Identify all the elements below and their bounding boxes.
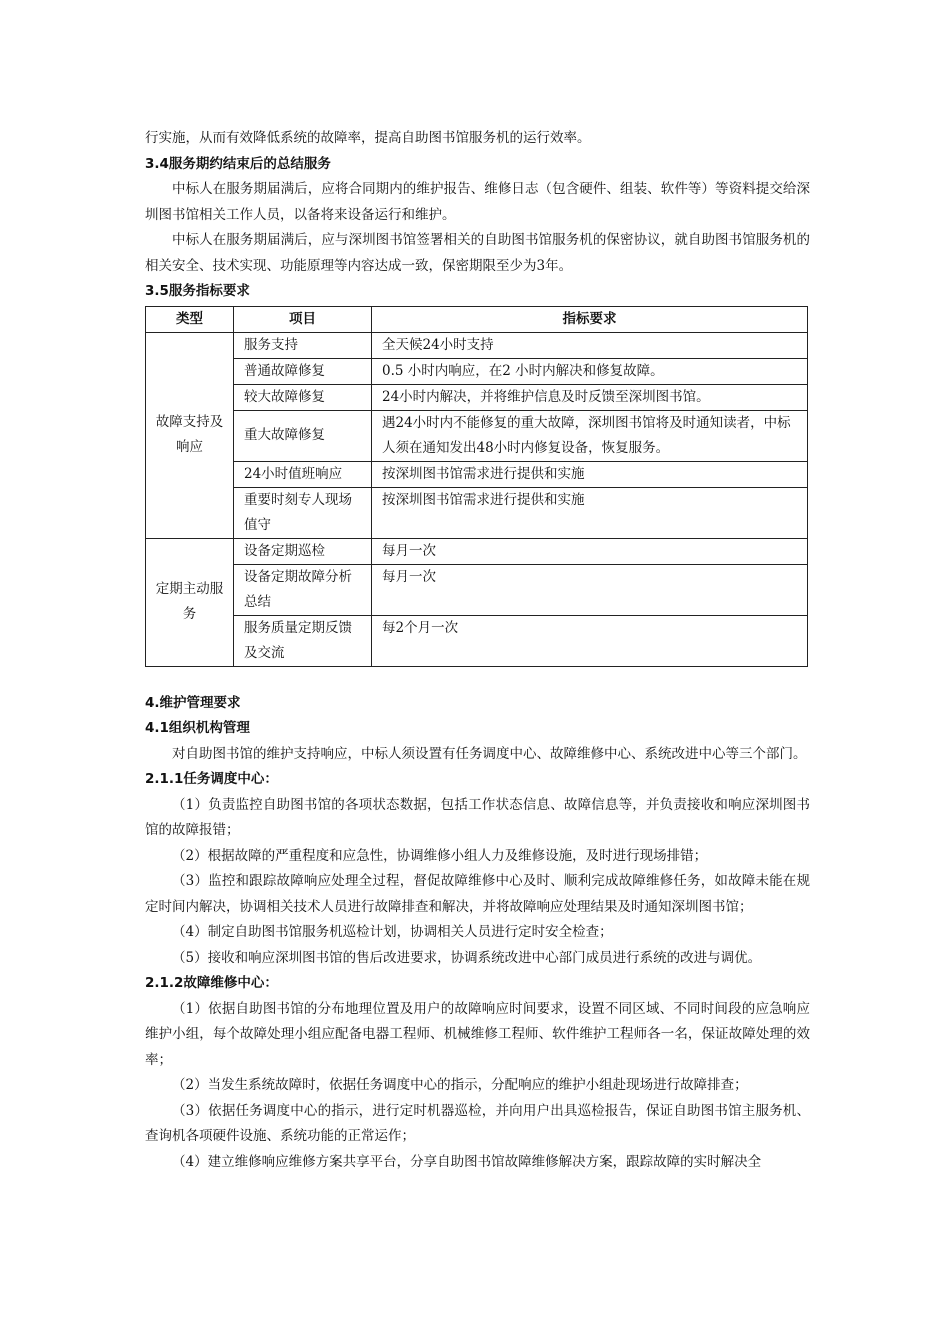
item-cell: 重要时刻专人现场值守	[234, 487, 372, 538]
list-item: （3）依据任务调度中心的指示，进行定时机器巡检，并向用户出具巡检报告，保证自助图书馆主服务机、查询机各项硬件设施、系统功能的正常运作；	[145, 1102, 810, 1144]
item-cell: 较大故障修复	[234, 384, 372, 410]
service-indicator-table	[145, 306, 808, 667]
document-body	[145, 126, 810, 1175]
header-requirement: 指标要求	[372, 306, 808, 332]
item-cell: 服务支持	[234, 332, 372, 358]
item-cell: 普通故障修复	[234, 358, 372, 384]
item-cell: 设备定期巡检	[234, 538, 372, 564]
requirement-cell: 按深圳图书馆需求进行提供和实施	[372, 487, 808, 538]
table-row	[146, 358, 808, 384]
list-item: （5）接收和响应深圳图书馆的售后改进要求，协调系统改进中心部门成员进行系统的改进与调优。	[172, 949, 762, 966]
section-heading-3-5: 3.5服务指标要求	[145, 283, 250, 299]
list-item: （1）依据自助图书馆的分布地理位置及用户的故障响应时间要求，设置不同区域、不同时间段的应急响应维护小组，每个故障处理小组应配备电器工程师、机械维修工程师、软件维护工程师各一名，保证故障处理的效率；	[145, 1000, 810, 1068]
type-cell: 故障支持及响应	[146, 332, 234, 538]
table-row	[146, 538, 808, 564]
list-item: （4）制定自助图书馆服务机巡检计划，协调相关人员进行定时安全检查；	[172, 924, 613, 940]
spacer	[145, 667, 810, 691]
table-header-row	[146, 306, 808, 332]
requirement-cell: 每月一次	[372, 564, 808, 615]
paragraph: 行实施，从而有效降低系统的故障率，提高自助图书馆服务机的运行效率。	[145, 130, 591, 146]
requirement-cell: 每月一次	[372, 538, 808, 564]
requirement-cell: 全天候24小时支持	[372, 332, 808, 358]
table-row	[146, 332, 808, 358]
requirement-cell: 24小时内解决，并将维护信息及时反馈至深圳图书馆。	[372, 384, 808, 410]
section-heading-2-1-2: 2.1.2故障维修中心：	[145, 975, 278, 991]
item-cell: 重大故障修复	[234, 410, 372, 461]
requirement-cell: 遇24小时内不能修复的重大故障，深圳图书馆将及时通知读者，中标人须在通知发出48小时内修复设备，恢复服务。	[372, 410, 808, 461]
paragraph: 中标人在服务期届满后，应与深圳图书馆签署相关的自助图书馆服务机的保密协议，就自助图书馆服务机的相关安全、技术实现、功能原理等内容达成一致，保密期限至少为3年。	[145, 232, 810, 274]
item-cell: 24小时值班响应	[234, 461, 372, 487]
requirement-cell: 0.5 小时内响应，在2 小时内解决和修复故障。	[372, 358, 808, 384]
section-heading-3-4: 3.4服务期约结束后的总结服务	[145, 155, 331, 172]
item-cell: 设备定期故障分析总结	[234, 564, 372, 615]
table-row	[146, 461, 808, 487]
section-heading-2-1-1: 2.1.1任务调度中心：	[145, 771, 278, 787]
section-heading-4: 4.维护管理要求	[145, 694, 241, 711]
table-row	[146, 410, 808, 461]
header-type: 类型	[146, 306, 234, 332]
list-item: （1）负责监控自助图书馆的各项状态数据，包括工作状态信息、故障信息等，并负责接收和响应深圳图书馆的故障报错；	[145, 796, 810, 838]
header-item: 项目	[234, 306, 372, 332]
list-item: （3）监控和跟踪故障响应处理全过程，督促故障维修中心及时、顺利完成故障维修任务，如故障未能在规定时间内解决，协调相关技术人员进行故障排查和解决，并将故障响应处理结果及时通知深圳图书馆；	[145, 873, 810, 915]
type-cell: 定期主动服务	[146, 538, 234, 666]
requirement-cell: 每2个月一次	[372, 615, 808, 666]
table-row	[146, 615, 808, 666]
requirement-cell: 按深圳图书馆需求进行提供和实施	[372, 461, 808, 487]
section-heading-4-1: 4.1组织机构管理	[145, 720, 250, 736]
paragraph: 中标人在服务期届满后，应将合同期内的维护报告、维修日志（包含硬件、组装、软件等）等资料提交给深圳图书馆相关工作人员，以备将来设备运行和维护。	[145, 181, 810, 223]
paragraph: 对自助图书馆的维护支持响应，中标人须设置有任务调度中心、故障维修中心、系统改进中心等三个部门。	[172, 745, 807, 762]
table-row	[146, 564, 808, 615]
list-item: （2）根据故障的严重程度和应急性，协调维修小组人力及维修设施，及时进行现场排错；	[172, 847, 708, 864]
item-cell: 服务质量定期反馈及交流	[234, 615, 372, 666]
list-item: （4）建立维修响应维修方案共享平台，分享自助图书馆故障维修解决方案，跟踪故障的实时解决全	[172, 1153, 762, 1170]
list-item: （2）当发生系统故障时，依据任务调度中心的指示，分配响应的维护小组赴现场进行故障排查；	[172, 1077, 748, 1093]
table-row	[146, 384, 808, 410]
table-row	[146, 487, 808, 538]
